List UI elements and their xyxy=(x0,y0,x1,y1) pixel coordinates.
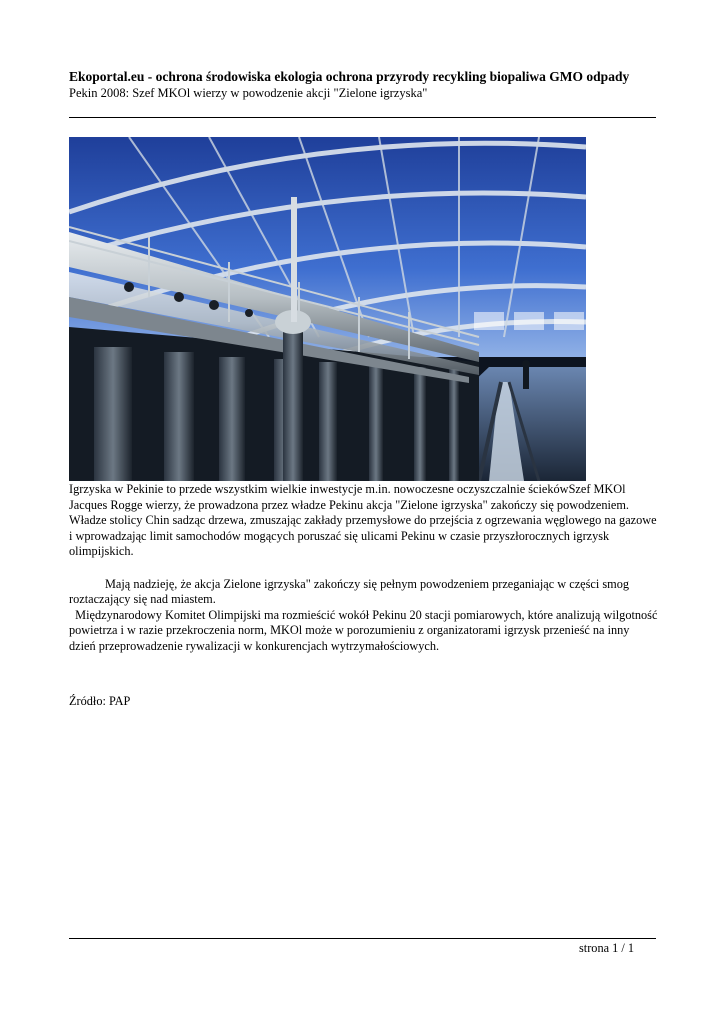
page-number: strona 1 / 1 xyxy=(579,941,634,955)
article-body xyxy=(69,482,659,654)
article-paragraph-3-text: Międzynarodowy Komitet Olimpijski ma rozmieścić wokół Pekinu 20 stacji pomiarowych, które analizują wilgotność powietrza i w razie przekroczenia norm, MKOl może w porozumieniu z organizatorami igrzysk przenieść na inny dzień przeprowadzenie rywalizacji w konkurencjach wytrzymałościowych. xyxy=(69,607,658,653)
article-paragraph-1: Igrzyska w Pekinie to przede wszystkim wielkie inwestycje m.in. nowoczesne oczyszczalnie ściekówSzef MKOl Jacques Rogge wierzy, że prowadzona przez władze Pekinu akcja "Zielone igrzyska" zakończy się powodzeniem. Władze stolicy Chin sadząc drzewa, zmuszając zakłady przemysłowe do przejścia z ogrzewania węglowego na gazowe i wprowadzając limit samochodów mogących poruszać się ulicami Pekinu w czasie przyszłorocznych igrzysk olimpijskich. xyxy=(69,482,657,558)
footer-divider xyxy=(69,938,656,939)
water-treatment-hall-illustration xyxy=(69,137,586,481)
article-source: Źródło: PAP xyxy=(69,694,131,708)
article-photo xyxy=(69,137,586,481)
article-paragraph-2: Mają nadzieję, że akcja Zielone igrzyska" zakończy się pełnym powodzeniem przeganiając w części smog roztaczający się nad miastem. xyxy=(69,576,629,606)
article-paragraph-3 xyxy=(69,608,659,655)
site-title: Ekoportal.eu - ochrona środowiska ekologia ochrona przyrody recykling biopaliwa GMO odpady xyxy=(69,69,630,84)
article-title: Pekin 2008: Szef MKOl wierzy w powodzenie akcji "Zielone igrzyska" xyxy=(69,86,428,100)
page-header xyxy=(69,68,659,101)
header-divider xyxy=(69,117,656,118)
